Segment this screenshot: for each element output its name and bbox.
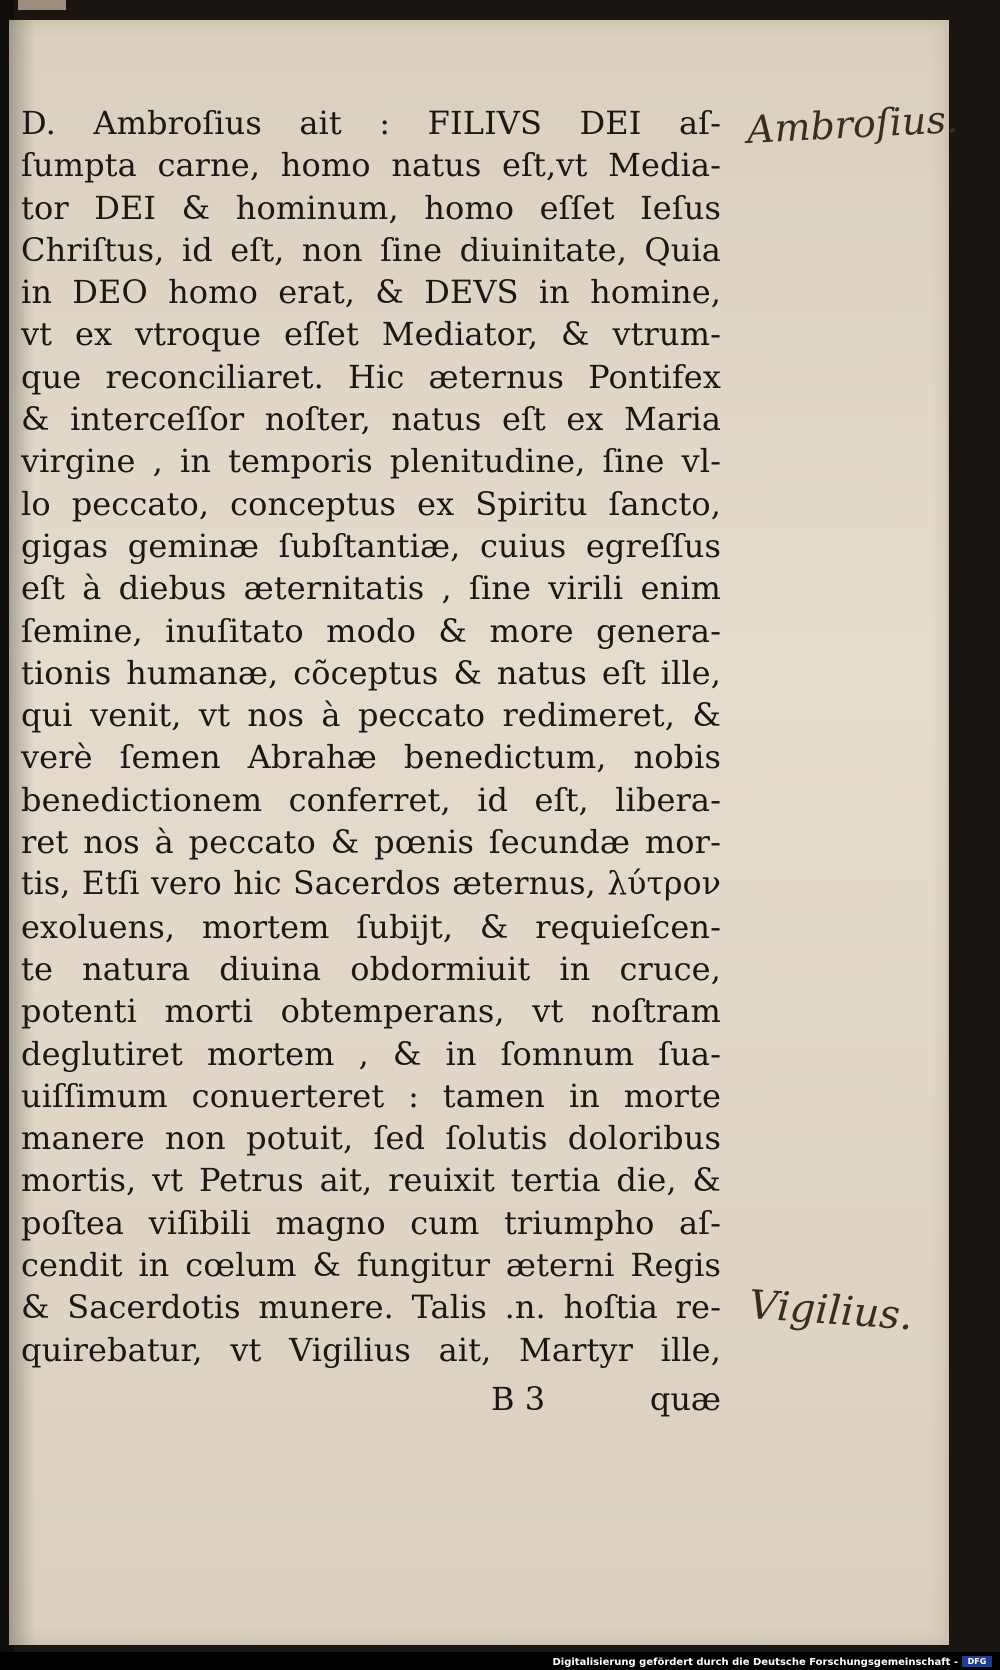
text-line: & interceſſor noſter, natus eſt ex Maria xyxy=(21,400,721,439)
text-line: te natura diuina obdormiuit in cruce, xyxy=(21,949,721,988)
margin-note-vigilius: Vigilius. xyxy=(747,1282,915,1340)
page-tab xyxy=(18,0,66,10)
book-page xyxy=(9,20,959,1645)
text-line: D. Ambroſius ait : FILIVS DEI aſ- xyxy=(21,104,721,142)
text-line: ſemine, inuſitato modo & more genera- xyxy=(21,611,721,650)
page-footer xyxy=(21,1380,721,1424)
text-line: cendit in cœlum & fungitur æterni Regis xyxy=(21,1246,721,1285)
text-line: manere non potuit, ſed ſolutis doloribus xyxy=(21,1119,721,1158)
body-text xyxy=(21,102,721,1371)
text-line: benedictionem conferret, id eſt, libera- xyxy=(21,780,721,819)
text-line: uiſſimum conuerteret : tamen in morte xyxy=(21,1076,721,1115)
funding-credit: Digitalisierung gefördert durch die Deutsche Forschungsgemeinschaft - xyxy=(552,1657,958,1668)
text-line: Chriſtus, id eſt, non ſine diuinitate, Quia xyxy=(21,230,721,269)
text-line: virgine , in temporis plenitudine, ſine vl- xyxy=(21,442,721,481)
credit-bar xyxy=(0,1652,1000,1670)
text-line: exoluens, mortem ſubijt, & requieſcen- xyxy=(21,907,721,946)
margin-note-ambrosius: Ambroſius. xyxy=(745,96,959,152)
text-line: tis, Etſi vero hic Sacerdos æternus, λύτρον xyxy=(21,866,721,903)
text-line: que reconciliaret. Hic æternus Pontifex xyxy=(21,357,721,396)
dfg-logo: DFG xyxy=(962,1656,992,1667)
text-line: vt ex vtroque eſſet Mediator, & vtrum- xyxy=(21,315,721,354)
text-line: gigas geminæ ſubſtantiæ, cuius egreſſus xyxy=(21,526,721,565)
text-line: deglutiret mortem , & in ſomnum ſua- xyxy=(21,1034,721,1073)
text-line: ſumpta carne, homo natus eſt,vt Media- xyxy=(21,146,721,185)
text-line: potenti morti obtemperans, vt noſtram xyxy=(21,992,721,1031)
text-line: in DEO homo erat, & DEVS in homine, xyxy=(21,273,721,312)
text-line: lo peccato, conceptus ex Spiritu ſancto, xyxy=(21,484,721,523)
text-line: qui venit, vt nos à peccato redimeret, & xyxy=(21,696,721,735)
catchword: quæ xyxy=(649,1380,721,1418)
text-line: poſtea viſibili magno cum triumpho aſ- xyxy=(21,1203,721,1242)
text-line: verè ſemen Abrahæ benedictum, nobis xyxy=(21,738,721,777)
text-line: & Sacerdotis munere. Talis .n. hoſtia re- xyxy=(21,1288,721,1327)
text-line: ret nos à peccato & pœnis ſecundæ mor- xyxy=(21,823,721,862)
text-line: mortis, vt Petrus ait, reuixit tertia die, & xyxy=(21,1161,721,1200)
text-line: quirebatur, vt Vigilius ait, Martyr ille, xyxy=(21,1330,721,1369)
text-line: tionis humanæ, cõceptus & natus eſt ille, xyxy=(21,653,721,692)
text-line: eſt à diebus æternitatis , ſine virili enim xyxy=(21,569,721,608)
signature-mark: B 3 xyxy=(491,1380,546,1418)
text-line: tor DEI & hominum, homo eſſet Ieſus xyxy=(21,188,721,227)
